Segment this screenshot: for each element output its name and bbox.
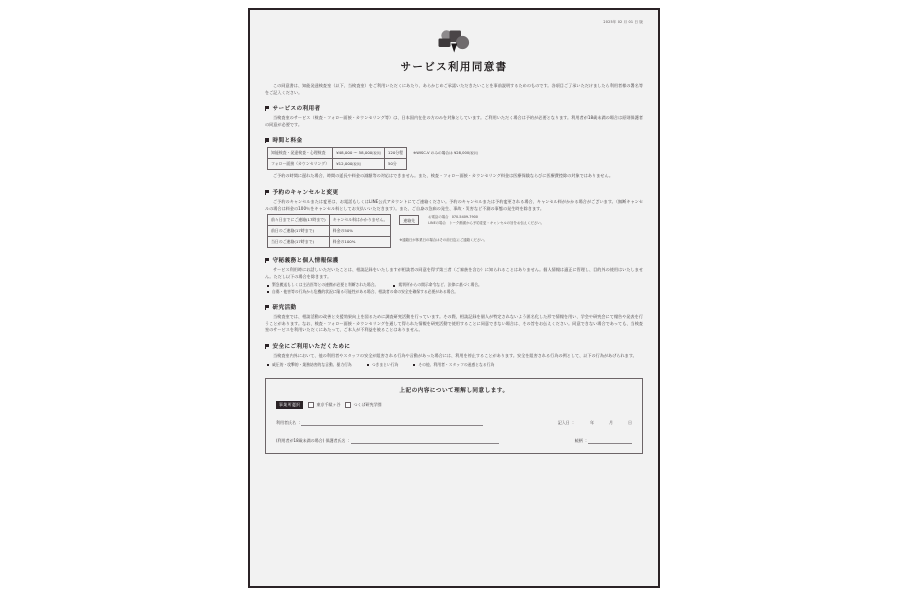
location-option-tsukuba[interactable]	[345, 402, 381, 408]
list-item: 裁判所からの開示命令など、法律に基づく場合。	[392, 282, 482, 288]
fee-price-value: ¥48,000 〜 58,000	[336, 150, 373, 156]
section-body: サービス利用時にお話しいただいたことは、相談記録をいたしますが相談者の同意を得ず第三者（ご家族を含む）に知られることはありません。個人情報は適正に管理し、目的外の使用はいたしません。ただし以下の場合を除きます。	[265, 267, 643, 279]
section-header	[265, 104, 643, 112]
fee-price-note: (税別)	[352, 162, 361, 167]
cancel-timing: 前日のご連絡(17時まで)	[268, 226, 330, 237]
cancel-fee: キャンセル料はかかりません。	[329, 215, 391, 226]
fee-note-text: ※WISC-V のみの場合は ¥28,000	[413, 151, 470, 156]
consent-title: 上記の内容について理解し同意します。	[399, 387, 509, 394]
contact-label-line: LINEの場合	[428, 220, 446, 225]
document-page	[248, 8, 660, 588]
section-body: ご予約の時間に遅れた場合、時間の延長や料金の減額等の対応はできません。また、検査・フォロー面接・カウンセリング料金は医療保険ならびに医療費控除の対象ではありません。	[273, 173, 613, 179]
document-content	[250, 10, 658, 586]
checkbox-tsukuba[interactable]	[345, 402, 351, 408]
section-title: サービスの利用者	[272, 106, 321, 113]
location-choice-row	[276, 401, 632, 409]
contact-header: 連絡先	[399, 215, 419, 225]
user-name-label: 利用者氏名 ：	[276, 419, 302, 425]
cancel-timing: 前々日までにご連絡(17時まで)	[268, 215, 330, 226]
list-item: つきまとい行為	[366, 362, 399, 368]
entry-date-label: 記入日 ：	[557, 419, 575, 425]
section-safety	[265, 342, 643, 368]
location-label: 東京千駄ヶ谷	[316, 401, 341, 407]
fee-price	[333, 148, 385, 159]
location-label: つくば研究学園	[353, 401, 382, 407]
fee-duration: 120分程	[384, 148, 406, 159]
cancellation-fee-table	[267, 214, 391, 248]
list-item: 緊急搬送もしくは主治医等との連携が必要と判断された場合。	[266, 282, 378, 288]
contact-footnote: ※連絡日が休業日の場合はその前日迄にご連絡ください。	[399, 238, 487, 243]
logo-container	[265, 26, 643, 58]
fee-service: 知能検査・発達検査・心理検査	[268, 148, 333, 159]
guardian-label: (利用者が18歳未満の場合) 保護者氏名 ：	[276, 437, 351, 443]
user-name-input[interactable]	[301, 418, 483, 426]
contact-phone-number: 070-5409-7900	[451, 215, 478, 220]
fee-price	[333, 159, 385, 170]
list-item: その他、利用者・スタッフの迷惑となる行為	[412, 362, 494, 368]
safety-bullet-list	[266, 362, 643, 368]
section-flag-icon	[265, 343, 270, 348]
section-flag-icon	[265, 258, 270, 263]
cancel-timing: 当日のご連絡(17時まで)	[268, 237, 330, 248]
section-privacy	[265, 256, 643, 295]
overlapping-shapes-logo-icon	[431, 28, 477, 58]
entry-date-fields[interactable]	[575, 419, 632, 426]
contact-label-phone: お電話の場合	[428, 215, 449, 220]
cancel-fee: 料金の50%	[329, 226, 391, 237]
fee-note-suffix: (税別)	[469, 151, 478, 156]
section-flag-icon	[265, 305, 270, 310]
guardian-name-input[interactable]	[351, 436, 499, 444]
cancel-info-wrap	[267, 214, 643, 248]
section-header	[265, 188, 643, 196]
date-day-unit[interactable]: 日	[628, 419, 632, 425]
privacy-bullet-list	[266, 282, 643, 295]
guardian-row	[276, 436, 632, 444]
table-row	[268, 237, 391, 248]
section-title: 守秘義務と個人情報保護	[272, 258, 339, 265]
section-header	[265, 342, 643, 350]
cancel-fee: 料金の100%	[329, 237, 391, 248]
section-header	[265, 303, 643, 311]
contact-line-instruction: トーク画面から予約変更・キャンセルの旨をお伝えください。	[449, 220, 545, 225]
section-header	[265, 136, 643, 144]
name-date-row	[276, 418, 632, 426]
section-cancellation	[265, 188, 643, 248]
list-item: 威圧的・攻撃的・業務妨害的な言動、暴力行為	[266, 362, 352, 368]
contact-lines	[428, 215, 544, 226]
section-flag-icon	[265, 106, 270, 111]
section-title: 研究活動	[272, 305, 297, 312]
section-body: ご予約のキャンセルまたは変更は、お電話もしくはLINE公式アカウントにてご連絡ください。予約のキャンセルまたは予約変更される場合、キャンセル料がかかる場合がございます。（無断キャンセルの場合は料金の100％をキャンセル料としてお支払いいただきます）。また、ご自身の急病の発生、事故・災害など不測の事態の発生時を除きます。	[265, 198, 643, 211]
table-row	[268, 215, 391, 226]
table-row	[268, 159, 407, 170]
fee-price-value: ¥12,000	[336, 161, 353, 167]
date-month-unit[interactable]: 月	[609, 419, 613, 425]
section-flag-icon	[265, 138, 270, 143]
intro-paragraph: この同意書は、知能発達検査室（以下、当検査室）をご利用いただくにあたり、あらかじめご承諾いただきたいことを事前説明するためのものです。各項目ご了承いただけましたら利用者様の署名等をご記入ください。	[265, 83, 643, 95]
location-option-tokyo[interactable]	[308, 402, 340, 408]
list-item: 自傷・他害等の行為から危機的状況に陥る可能性がある場合、相談者の命の安全を確保する必要がある場合。	[266, 289, 629, 295]
date-year-unit[interactable]: 年	[590, 419, 594, 425]
section-title: 予約のキャンセルと変更	[272, 189, 339, 196]
section-header	[265, 256, 643, 264]
fee-duration: 50分	[384, 159, 406, 170]
fee-service: フォロー面接（カウンセリング）	[268, 159, 333, 170]
section-flag-icon	[265, 189, 270, 194]
section-users	[265, 104, 643, 128]
contact-block	[399, 214, 544, 243]
relation-label: 続柄 ：	[574, 437, 588, 443]
section-research	[265, 303, 643, 334]
relation-input[interactable]	[588, 436, 632, 444]
section-hours-fees	[265, 136, 643, 180]
consent-box	[265, 378, 643, 454]
location-badge: 事業所選択	[276, 401, 303, 409]
fee-table	[267, 147, 407, 170]
page-title: サービス利用同意書	[400, 61, 508, 73]
table-row	[268, 226, 391, 237]
checkbox-tokyo[interactable]	[308, 402, 314, 408]
document-date: 2025年 02 月 01 日 版	[603, 20, 643, 24]
section-body: 当検査室では、相談活動の改善と支援効果向上を図るために調査研究活動を行っています。その際、相談記録を個人が特定されないよう匿名化した形で情報を用い、学会や研究会にて報告や発表を行うことがあります。なお、検査・フォロー面接・カウンセリングを通して得られた情報を研究活動で使用することに同意できない場合は、その旨をお伝えください。同意できない場合であっても、当検査室のサービスを利用いただくにあたって、ご本人が不利益を被ることはありません。	[265, 314, 643, 333]
section-body: 当検査室のサービス（検査・フォロー面接・カウンセリング等）は、日本国内在住の方のみを対象としています。ご利用いただく場合は予約が必要となります。利用者が18歳未満の場合は原則保護者の同意が必要です。	[265, 115, 643, 127]
fee-table-row-wrap	[267, 147, 643, 170]
section-title: 時間と料金	[272, 138, 303, 145]
section-body: 当検査室内外において、他の利用者やスタッフの安全が阻害される行為や言動があった場合には、利用を停止することがあります。安全を阻害される行為の例として、以下の行為があげられます。	[273, 352, 637, 358]
fee-price-note: (税別)	[372, 151, 381, 156]
table-row	[268, 148, 407, 159]
fee-table-note	[413, 147, 478, 156]
section-title: 安全にご利用いただくために	[272, 343, 351, 350]
